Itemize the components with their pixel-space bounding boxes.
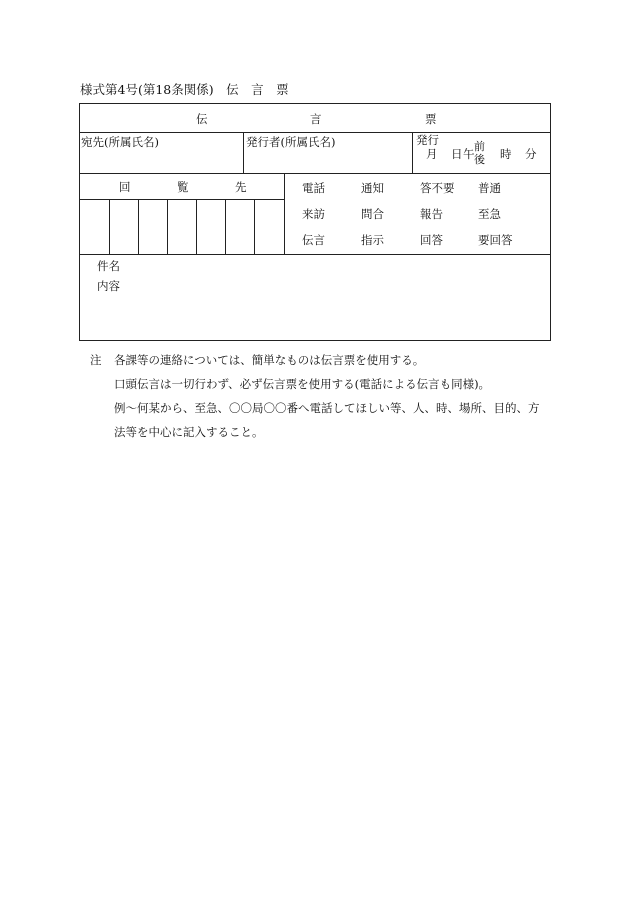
- circulation-box-divider: [167, 199, 168, 254]
- divider: [80, 173, 550, 174]
- type-instruction: 指示: [361, 233, 384, 247]
- type-message: 伝言: [302, 233, 325, 247]
- note-line: 各課等の連絡については、簡単なものは伝言票を使用する。: [114, 353, 425, 367]
- note-line: 例～何某から、至急、〇〇局〇〇番へ電話してほしい等、人、時、場所、目的、方: [114, 401, 540, 415]
- issued-before: 前: [474, 140, 485, 153]
- message-form: [79, 103, 551, 341]
- divider: [80, 254, 550, 255]
- title-char-3: 票: [425, 112, 437, 126]
- type-answer: 回答: [420, 233, 443, 247]
- title-char-1: 伝: [196, 112, 208, 126]
- circulation-char-2: 覧: [177, 180, 189, 194]
- content-label: 内容: [97, 279, 120, 293]
- divider: [243, 132, 244, 173]
- note-line: 法等を中心に記入すること。: [114, 425, 264, 439]
- type-phone: 電話: [302, 181, 325, 195]
- form-heading: 様式第4号(第18条関係) 伝 言 票: [80, 82, 289, 97]
- issued-label: 発行: [416, 133, 439, 147]
- type-reply-required: 要回答: [478, 233, 513, 247]
- issued-month: 月: [426, 147, 438, 161]
- subject-label: 件名: [97, 259, 120, 273]
- circulation-box-divider: [254, 199, 255, 254]
- divider: [412, 132, 413, 173]
- circulation-char-3: 先: [235, 180, 247, 194]
- type-visit: 来訪: [302, 207, 325, 221]
- to-label: 宛先(所属氏名): [81, 135, 159, 149]
- issued-after: 後: [474, 153, 485, 166]
- from-label: 発行者(所属氏名): [246, 135, 336, 149]
- issued-hour: 時: [500, 147, 512, 161]
- type-notice: 通知: [361, 181, 384, 195]
- circulation-char-1: 回: [119, 180, 131, 194]
- type-urgent: 至急: [478, 207, 501, 221]
- circulation-box-divider: [196, 199, 197, 254]
- divider: [284, 173, 285, 254]
- circulation-box-divider: [138, 199, 139, 254]
- issued-minute: 分: [525, 147, 537, 161]
- issued-day: 日: [451, 147, 463, 161]
- issued-am: 午: [463, 147, 475, 161]
- note-prefix: 注: [90, 353, 102, 367]
- circulation-box-divider: [109, 199, 110, 254]
- divider: [80, 132, 550, 133]
- note-line: 口頭伝言は一切行わず、必ず伝言票を使用する(電話による伝言も同様)。: [114, 377, 491, 391]
- type-inquiry: 問合: [361, 207, 384, 221]
- title-char-2: 言: [310, 112, 322, 126]
- type-no-reply: 答不要: [420, 181, 455, 195]
- type-report: 報告: [420, 207, 443, 221]
- circulation-box-divider: [225, 199, 226, 254]
- type-normal: 普通: [478, 181, 501, 195]
